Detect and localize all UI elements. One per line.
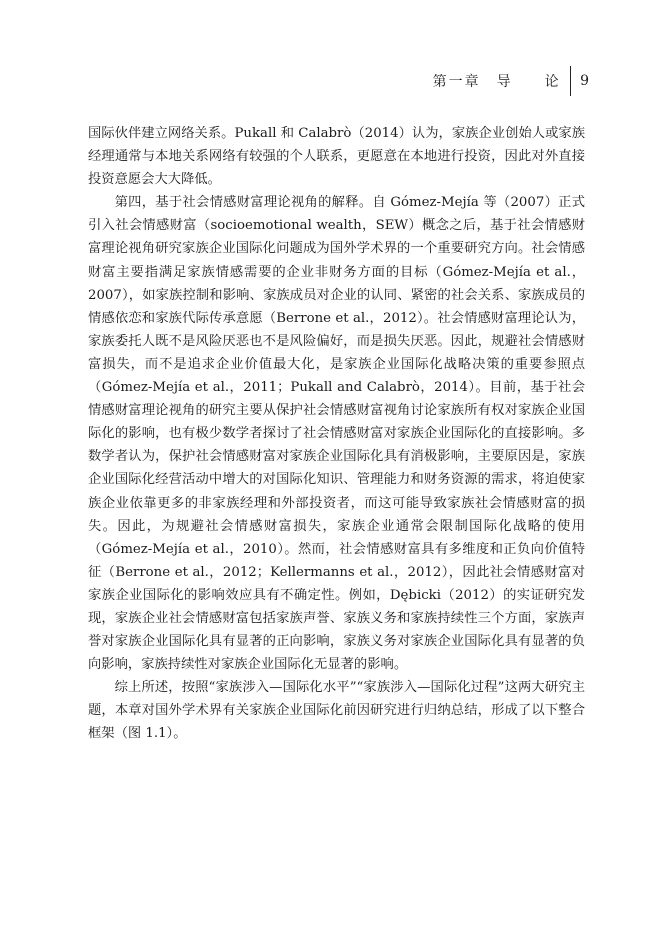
paragraph-continuation: 国际伙伴建立网络关系。Pukall 和 Calabrò（2014）认为，家族企业创始人或家族经理通常与本地关系网络有较强的个人联系，更愿意在本地进行投资，因此对外直接投资意愿会大大降低。 bbox=[88, 126, 585, 188]
page-number: 9 bbox=[580, 73, 589, 89]
running-head bbox=[433, 66, 589, 96]
body-text bbox=[88, 122, 585, 746]
paragraph-summary: 综上所述，按照“家族涉入—国际化水平”“家族涉入—国际化过程”这两大研究主题，本章对国外学术界有关家族企业国际化前因研究进行归纳总结，形成了以下整合框架（图 1.1）。 bbox=[88, 680, 585, 742]
chapter-title: 第一章 导 论 bbox=[432, 74, 561, 90]
paragraph-sew-explanation: 第四，基于社会情感财富理论视角的解释。自 Gómez-Mejía 等（2007）正式引入社会情感财富（socioemotional wealth，SEW）概念之后，基于社会情感财富理论视角研究家族企业国际化问题成为国外学术界的一个重要研究方向。社会情感财富主要指满足家族情感需要的企业非财务方面的目标（Gómez-Mejía et al.，2007），如家族控制和影响、家族成员对企业的认同、紧密的社会关系、家族成员的情感依恋和家族代际传承意愿（Berrone et al.，2012）。社会情感财富理论认为，家族委托人既不是风险厌恶也不是风险偏好，而是损失厌恶。因此，规避社会情感财富损失，而不是追求企业价值最大化，是家族企业国际化战略决策的重要参照点（Gómez-Mejía et al.，2011；Pukall and Calabrò，2014）。目前，基于社会情感财富理论视角的研究主要从保护社会情感财富视角讨论家族所有权对家族企业国际化的影响，也有极少数学者探讨了社会情感财富对家族企业国际化的直接影响。多数学者认为，保护社会情感财富对家族企业国际化具有消极影响，主要原因是，家族企业国际化经营活动中增大的对国际化知识、管理能力和财务资源的需求，将迫使家族企业依靠更多的非家族经理和外部投资者，而这可能导致家族社会情感财富的损失。因此，为规避社会情感财富损失，家族企业通常会限制国际化战略的使用（Gómez-Mejía et al.，2010）。然而，社会情感财富具有多维度和正负向价值特征（Berrone et al.，2012；Kellermanns et al.，2012），因此社会情感财富对家族企业国际化的影响效应具有不确定性。例如，Dębicki（2012）的实证研究发现，家族企业社会情感财富包括家族声誉、家族义务和家族持续性三个方面，家族声誉对家族企业国际化具有显著的正向影响，家族义务对家族企业国际化具有显著的负向影响，家族持续性对家族企业国际化无显著的影响。 bbox=[88, 195, 585, 673]
